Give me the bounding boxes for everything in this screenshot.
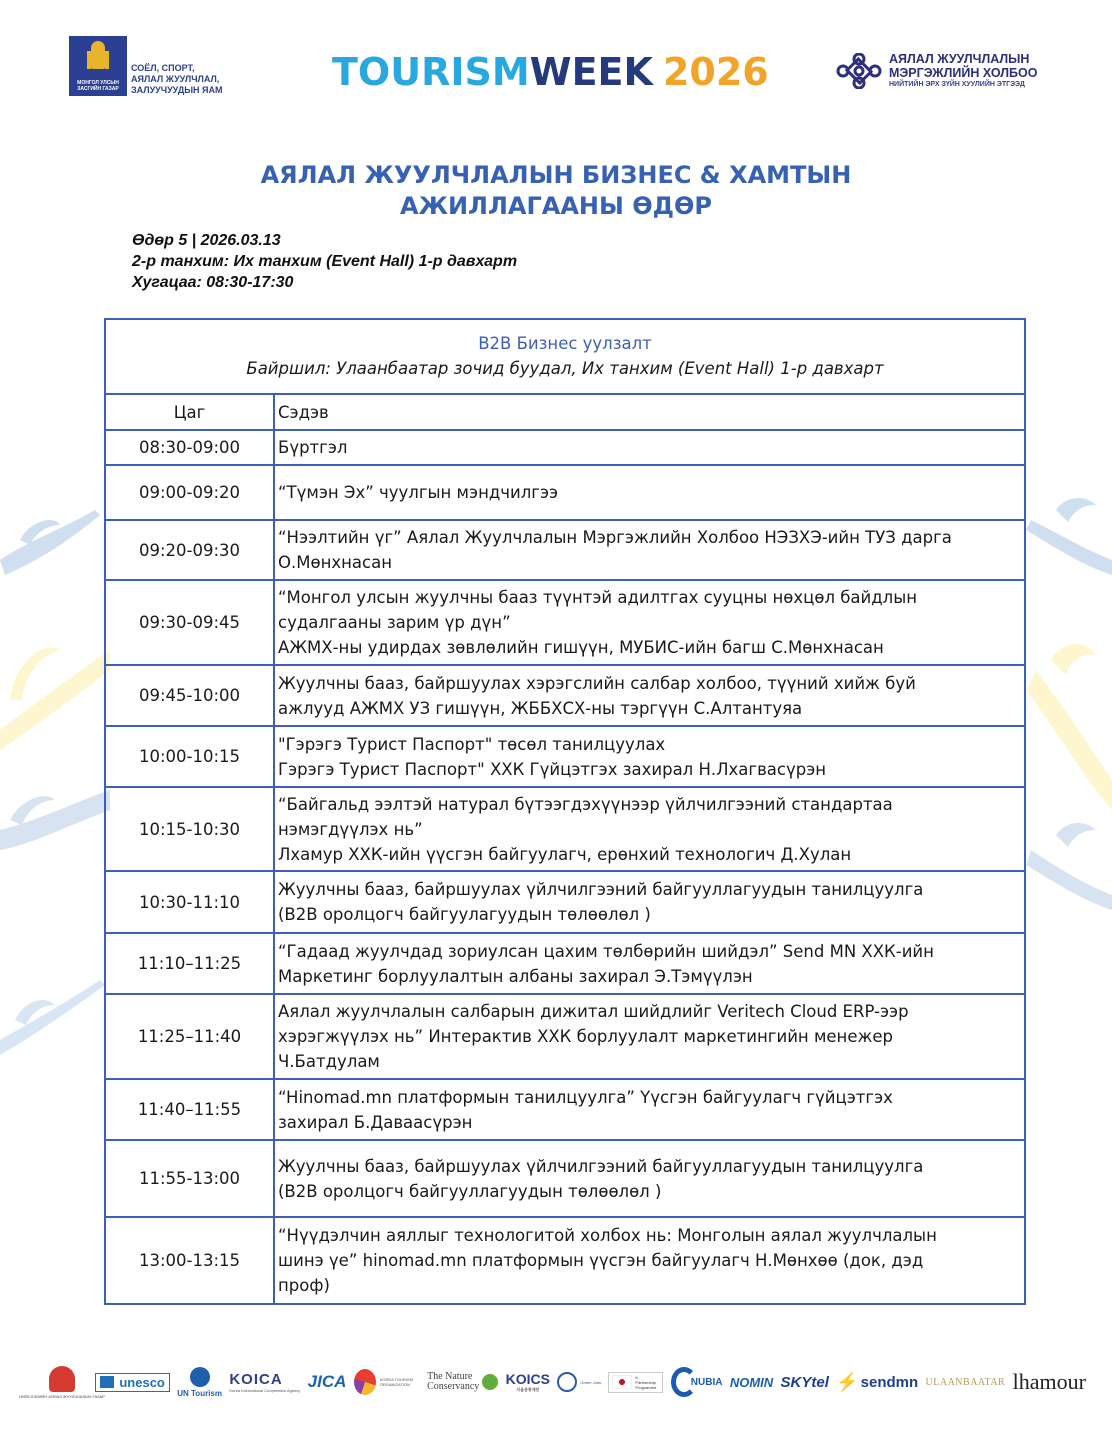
sponsor-nomin-logo: NOMIN xyxy=(729,1374,774,1390)
horn-motif-left xyxy=(0,500,110,1120)
row-time: 11:25–11:40 xyxy=(105,994,274,1079)
sponsor-jica-logo: JICA xyxy=(307,1372,347,1391)
horn-motif-right xyxy=(1026,480,1112,980)
row-topic: “Нээлтийн үг” Аялал Жуулчлалын Мэргэжлийн Холбоо НЭЗХЭ-ийн ТУЗ дарга О.Мөнхнасан xyxy=(274,520,1025,580)
sponsor-nubia-logo: NUBIA xyxy=(671,1367,723,1397)
table-header-row xyxy=(105,394,1025,430)
page-title: АЯЛАЛ ЖУУЛЧЛАЛЫН БИЗНЕС & ХАМТЫН АЖИЛЛАГААНЫ ӨДӨР xyxy=(260,161,852,220)
row-time: 08:30-09:00 xyxy=(105,430,274,465)
row-topic: “Нүүдэлчин аяллыг технологитой холбох нь: Монголын аялал жуулчлалын шинэ үе” hinomad.mn платформын үүсгэн байгуулагч Н.Мөнхөө (док, дэд проф) xyxy=(274,1217,1025,1304)
globe-icon xyxy=(190,1367,210,1387)
table-banner-row xyxy=(105,319,1025,394)
row-time: 09:45-10:00 xyxy=(105,665,274,726)
duration: Хугацаа: 08:30-17:30 xyxy=(132,274,294,291)
sponsor-lhamour-logo: lhamour xyxy=(1012,1369,1086,1394)
session-title: B2B Бизнес уулзалт xyxy=(478,333,652,353)
table-row xyxy=(105,1079,1025,1140)
table-row xyxy=(105,726,1025,787)
row-time: 13:00-13:15 xyxy=(105,1217,274,1304)
row-topic: Жуулчны бааз, байршуулах үйлчилгээний байгууллагуудын танилцуулга (B2B оролцогч байгуулагуудын төлөөлөл ) xyxy=(274,871,1025,933)
table-banner xyxy=(105,319,1025,394)
day-date: Өдөр 5 | 2026.03.13 xyxy=(132,232,281,249)
row-time: 10:30-11:10 xyxy=(105,871,274,933)
row-time: 11:10–11:25 xyxy=(105,933,274,994)
session-location: Байршил: Улаанбаатар зочид буудал, Их танхим (Event Hall) 1-р давхарт xyxy=(246,358,884,378)
row-time: 11:55-13:00 xyxy=(105,1140,274,1217)
soyombo-emblem-icon: МОНГОЛ УЛСЫН ЗАСГИЙН ГАЗАР xyxy=(69,36,127,96)
table-row xyxy=(105,465,1025,520)
column-header-time: Цаг xyxy=(105,394,274,430)
row-time: 09:30-09:45 xyxy=(105,580,274,665)
row-topic: “Монгол улсын жуулчны бааз түүнтэй адилтгах сууцны нөхцөл байдлын судалгааны зарим үр дүн” АЖМХ-ны удирдах зөвлөлийн гишүүн, МУБИС-ийн багш С.Мөнхнасан xyxy=(274,580,1025,665)
schedule-table xyxy=(104,318,1026,1305)
row-topic: “Түмэн Эх” чуулгын мэндчилгээ xyxy=(274,465,1025,520)
table-row xyxy=(105,1140,1025,1217)
table-row xyxy=(105,520,1025,580)
sponsor-un-tourism-logo: UN Tourism xyxy=(177,1367,222,1398)
association-logo: АЯЛАЛ ЖУУЛЧЛАЛЫН МЭРГЭЖЛИЙН ХОЛБОО НИЙТИЙН ЭРХ ЗҮЙН ХУУЛИЙН ЭТГЭЭД xyxy=(835,52,1037,90)
table-row xyxy=(105,933,1025,994)
table-row xyxy=(105,871,1025,933)
sponsor-hotel-ulaanbaatar-logo: ULAANBAATAR xyxy=(925,1376,1006,1388)
sponsor-ilo-logo: Green Jobs xyxy=(557,1372,601,1392)
sponsor-skytel-logo: SKYtel xyxy=(780,1373,829,1391)
row-time: 10:15-10:30 xyxy=(105,787,274,871)
korea-flag-icon xyxy=(612,1375,632,1389)
row-topic: Аялал жуулчлалын салбарын дижитал шийдлийг Veritech Cloud ERP-ээр хэрэгжүүлэх нь” Интерактив ХХК борлуулалт маркетингийн менежер Ч.Батдулам xyxy=(274,994,1025,1079)
sponsor-unesco-logo: unesco xyxy=(95,1373,170,1392)
crest-icon xyxy=(49,1366,75,1392)
leaf-icon xyxy=(482,1374,498,1390)
row-time: 09:00-09:20 xyxy=(105,465,274,520)
row-time: 10:00-10:15 xyxy=(105,726,274,787)
hall-info: 2-р танхим: Их танхим (Event Hall) 1-р давхарт xyxy=(132,253,518,270)
row-topic: “Гадаад жуулчдад зориулсан цахим төлбөрийн шийдэл” Send MN ХХК-ийн Маркетинг борлуулалтын албаны захирал Э.Тэмүүлэн xyxy=(274,933,1025,994)
ministry-logo xyxy=(69,36,223,96)
table-row xyxy=(105,994,1025,1079)
row-topic: Жуулчны бааз, байршуулах хэрэгслийн салбар холбоо, түүний хийж буй ажлууд АЖМХ УЗ гишүүн, ЖББХСХ-ны тэргүүн С.Алтантуяа xyxy=(274,665,1025,726)
sponsor-korea-program-logo: K-Partnership Programme xyxy=(608,1372,663,1393)
row-topic: Жуулчны бааз, байршуулах үйлчилгээний байгууллагуудын танилцуулга (B2B оролцогч байгууллагуудын төлөөлөл ) xyxy=(274,1140,1025,1217)
table-row xyxy=(105,580,1025,665)
endless-knot-icon xyxy=(835,53,883,89)
sponsor-logos xyxy=(19,1356,1086,1408)
sponsor-nature-conservancy-logo: The Nature Conservancy xyxy=(427,1372,498,1392)
row-time: 11:40–11:55 xyxy=(105,1079,274,1140)
table-row xyxy=(105,430,1025,465)
row-topic: “Hinomad.mn платформын танилцуулга” Үүсгэн байгуулагч гүйцэтгэх захирал Б.Даваасүрэн xyxy=(274,1079,1025,1140)
row-topic: “Байгальд ээлтэй натурал бүтээгдэхүүнээр үйлчилгээний стандартаа нэмэгдүүлэх нь” Лхамур ХХК-ийн үүсгэн байгуулагч, ерөнхий технологич Д.Хулан xyxy=(274,787,1025,871)
sponsor-sendmn-logo: ⚡ sendmn xyxy=(836,1371,919,1392)
table-row xyxy=(105,665,1025,726)
temple-icon xyxy=(100,1376,114,1388)
row-topic: "Гэрэгэ Турист Паспорт" төсөл танилцуулах Гэрэгэ Турист Паспорт" ХХК Гүйцэтгэх захирал Н.Лхагвасүрэн xyxy=(274,726,1025,787)
tourism-week-logo: TOURISMWEEK 2026 xyxy=(332,50,769,94)
sponsor-koics-logo: KOICS 서울관광재단 xyxy=(505,1371,551,1392)
figure-icon xyxy=(354,1369,376,1395)
ministry-name: СОЁЛ, СПОРТ, АЯЛАЛ ЖУУЛЧЛАЛ, ЗАЛУУЧУУДЫН ЯАМ xyxy=(131,63,223,95)
sponsor-kto-logo: KOREA TOURISM ORGANIZATION xyxy=(354,1369,420,1395)
sponsor-koica-logo: KOICA Korea International Cooperation Agency xyxy=(229,1371,301,1393)
row-topic: Бүртгэл xyxy=(274,430,1025,465)
table-row xyxy=(105,1217,1025,1304)
event-meta xyxy=(132,230,517,293)
sponsor-city-tourism-logo: НИЙСЛЭЛИЙН АЯЛАЛ ЖУУЛЧЛАЛЫН ГАЗАР xyxy=(36,1366,88,1399)
column-header-topic: Сэдэв xyxy=(274,394,1025,430)
row-time: 09:20-09:30 xyxy=(105,520,274,580)
table-row xyxy=(105,787,1025,871)
ilo-globe-icon xyxy=(557,1372,577,1392)
bolt-icon: ⚡ xyxy=(836,1371,859,1392)
